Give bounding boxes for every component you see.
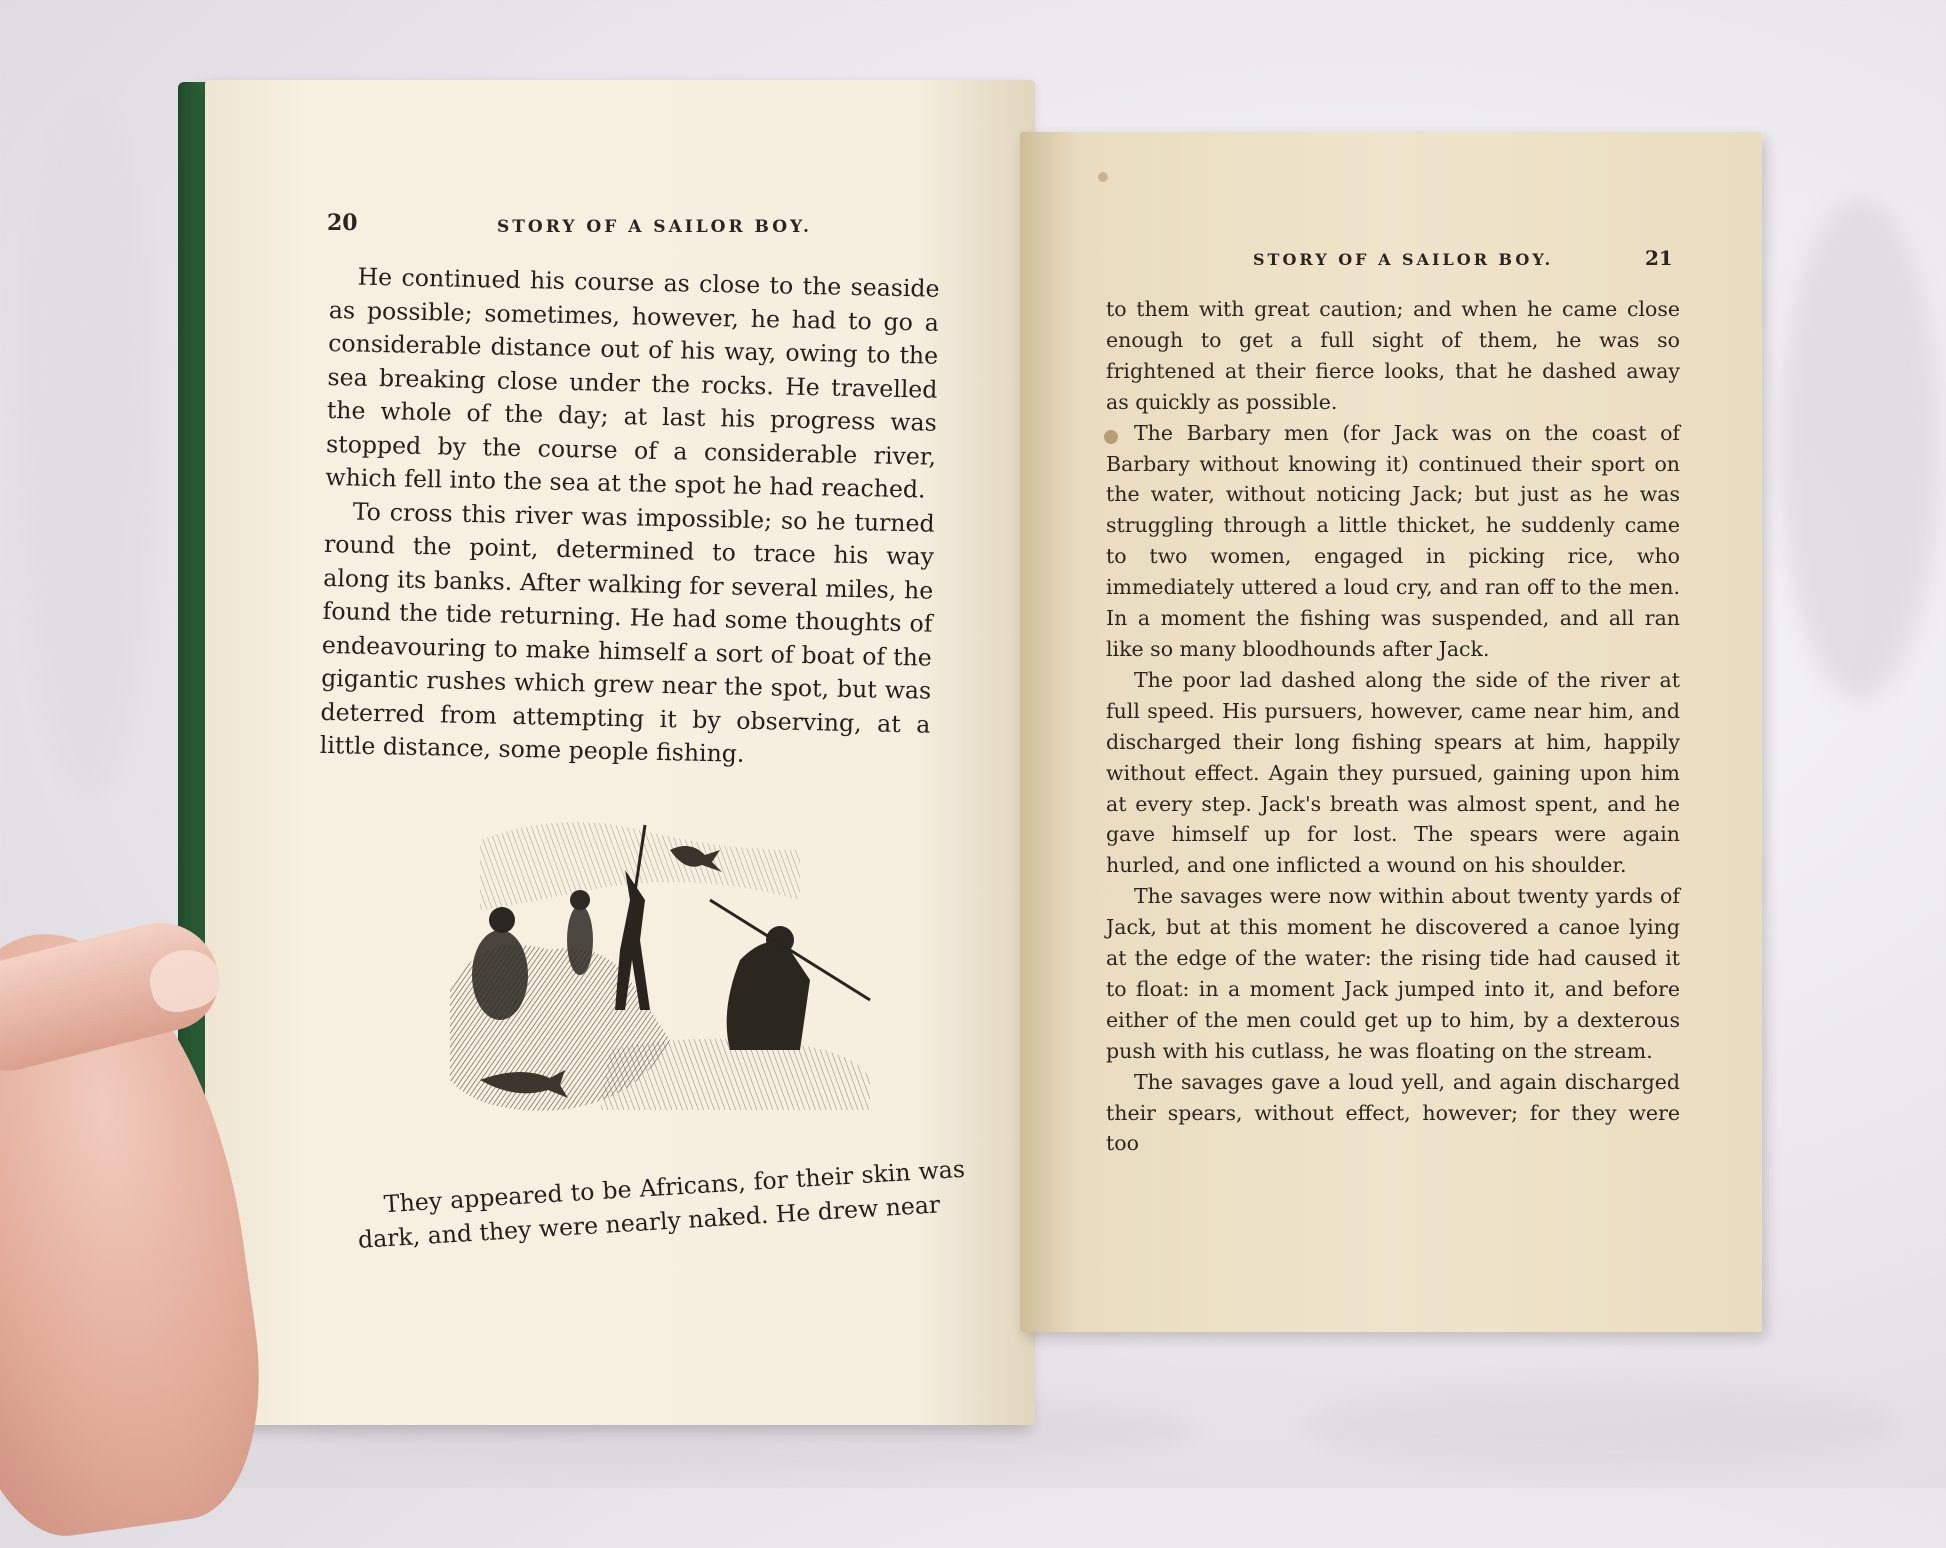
seated-figure-head — [489, 907, 515, 933]
left-running-head: STORY OF A SAILOR BOY. — [497, 217, 812, 237]
paragraph: The Barbary men (for Jack was on the coast of Barbary without knowing it) continued their sport on the water, without noticing Jack; but just as he was struggling through a little thicket, he suddenly came to two women, engaged in picking rice, who immediately uttered a loud cry, and ran off to the men. In a moment the fishing was suspended, and all ran like so many bloodhounds after Jack. — [1106, 420, 1680, 661]
left-page-text-bottom — [355, 1153, 968, 1257]
left-page-number: 20 — [327, 210, 358, 236]
right-page-number: 21 — [1645, 246, 1673, 270]
standing-figure-back-head — [570, 890, 590, 910]
seated-figure — [472, 930, 528, 1020]
left-page-text — [319, 260, 939, 775]
wading-fisherman — [727, 942, 810, 1050]
cloth-wrinkle — [1780, 200, 1940, 700]
paragraph: to them with great caution; and when he came close enough to get a full sight of them, he was so frightened at their fierce looks, that he dashed away as quickly as possible. — [1106, 297, 1680, 414]
cloth-wrinkle — [1300, 1380, 1900, 1470]
paragraph: To cross this river was impossible; so he turned round the point, determined to trace his way along its banks. After walking for several miles, he found the tide returning. He had some thoughts of endeavouring to make himself a sort of boat of the gigantic rushes which grew near the spot, but was deterred from attempting it by observing, at a little distance, some people fishing. — [319, 497, 935, 768]
right-page-text — [1106, 294, 1680, 1159]
right-page — [1020, 132, 1762, 1332]
foxing-spot — [1104, 430, 1118, 444]
standing-figure-back — [567, 905, 593, 975]
paragraph: The savages gave a loud yell, and again discharged their spears, without effect, however; for they were too — [1106, 1069, 1680, 1156]
paragraph: The savages were now within about twenty yards of Jack, but at this moment he discovered a canoe lying at the edge of the water: the rising tide had caused it to float: in a moment Jack jumped into it, and before either of the men could get up to him, by a dexterous push with his cutlass, he was floating on the stream. — [1106, 884, 1680, 1063]
right-running-head: STORY OF A SAILOR BOY. — [1253, 250, 1554, 269]
paragraph: The poor lad dashed along the side of the river at full speed. His pursuers, however, came near him, and discharged their long fishing spears at him, happily without effect. Again they pursued, gaining upon him at every step. Jack's breath was almost spent, and he gave himself up for lost. The spears were again hurled, and one inflicted a wound on his shoulder. — [1106, 667, 1680, 878]
paragraph: They appeared to be Africans, for their skin was dark, and they were nearly naked. He drew near — [357, 1154, 966, 1254]
left-page — [205, 80, 1035, 1425]
fishing-engraving — [440, 810, 880, 1120]
foxing-spot — [1098, 172, 1108, 182]
paragraph: He continued his course as close to the seaside as possible; sometimes, however, he had to go a considerable distance out of his way, owing to the sea breaking close under the rocks. He travelled the whole of the day; at last his progress was stopped by the course of a considerable river, which fell into the sea at the spot he had reached. — [325, 262, 940, 504]
cloth-wrinkle — [20, 100, 160, 800]
